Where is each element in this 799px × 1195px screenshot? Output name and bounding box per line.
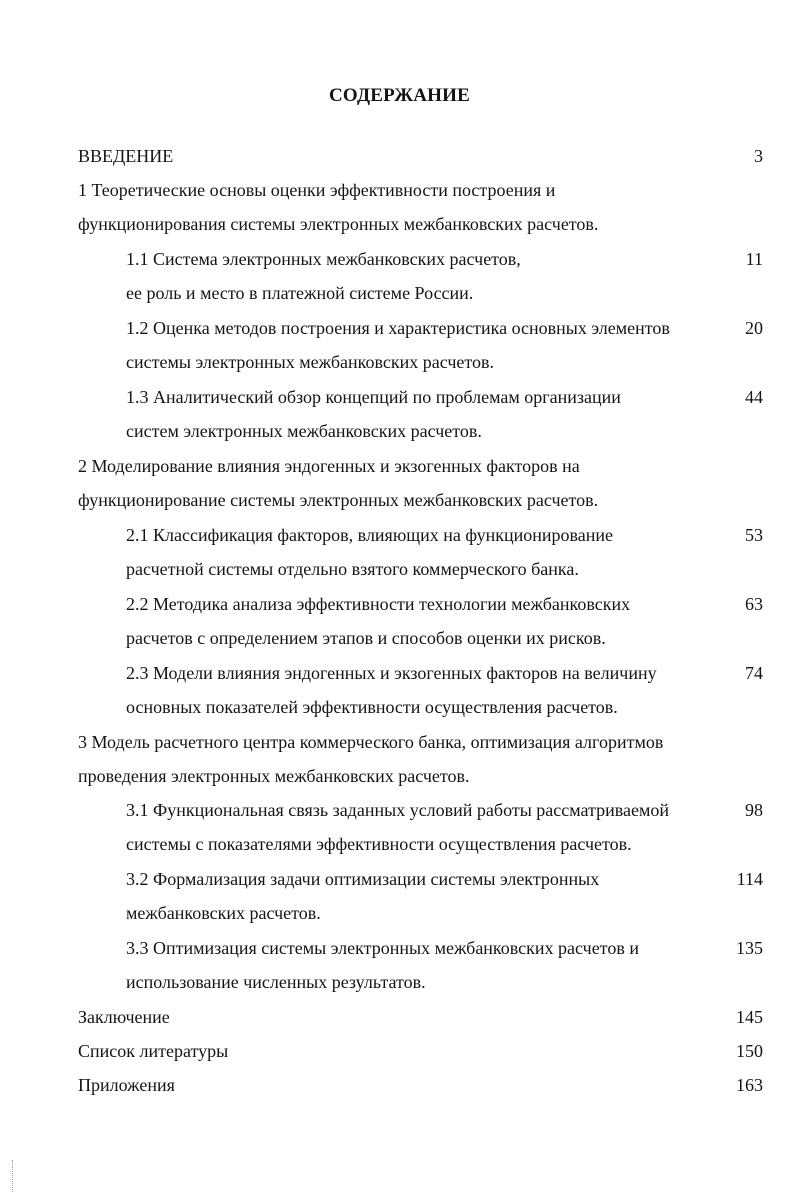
toc-section-1-2-line-2: системы электронных межбанковских расчетов.	[126, 352, 495, 372]
toc-section-1-3-line-2: систем электронных межбанковских расчетов.	[126, 421, 482, 441]
toc-page-2-3: 74	[745, 663, 763, 683]
toc-page-3-3: 135	[736, 938, 763, 958]
toc-section-1-3-line-1: 1.3 Аналитический обзор концепций по проблемам организации	[126, 387, 621, 407]
toc-page-conclusion: 145	[736, 1007, 763, 1027]
toc-page-references: 150	[736, 1041, 763, 1061]
toc-section-2-3-line-1: 2.3 Модели влияния эндогенных и экзогенных факторов на величину	[126, 663, 657, 683]
scan-margin-marks	[12, 1160, 15, 1192]
toc-page-appendices: 163	[736, 1075, 763, 1095]
toc-page-3-2: 114	[736, 869, 763, 889]
toc-section-3-1-line-1: 3.1 Функциональная связь заданных условий работы рассматриваемой	[126, 800, 670, 820]
toc-section-2-2-line-1: 2.2 Методика анализа эффективности технологии межбанковских	[126, 594, 631, 614]
toc-section-1-1-line-1: 1.1 Система электронных межбанковских расчетов,	[126, 249, 521, 269]
toc-entry-introduction: ВВЕДЕНИЕ	[78, 146, 174, 166]
toc-section-3-2-line-2: межбанковских расчетов.	[126, 903, 321, 923]
toc-section-2-2-line-2: расчетов с определением этапов и способов оценки их рисков.	[126, 628, 606, 648]
toc-chapter-3-line-2: проведения электронных межбанковских расчетов.	[78, 766, 470, 786]
toc-chapter-1-line-1: 1 Теоретические основы оценки эффективности построения и	[78, 180, 556, 200]
toc-entry-conclusion: Заключение	[78, 1007, 170, 1027]
toc-page-3-1: 98	[745, 800, 763, 820]
toc-section-1-1-line-2: ее роль и место в платежной системе России.	[126, 283, 474, 303]
toc-section-2-1-line-2: расчетной системы отдельно взятого коммерческого банка.	[126, 559, 579, 579]
toc-section-3-3-line-2: использование численных результатов.	[126, 972, 426, 992]
toc-chapter-2-line-1: 2 Моделирование влияния эндогенных и экзогенных факторов на	[78, 456, 580, 476]
toc-section-2-1-line-1: 2.1 Классификация факторов, влияющих на функционирование	[126, 525, 614, 545]
toc-section-2-3-line-2: основных показателей эффективности осуществления расчетов.	[126, 697, 618, 717]
toc-page-1-1: 11	[745, 249, 763, 269]
toc-section-1-2-line-1: 1.2 Оценка методов построения и характеристика основных элементов	[126, 318, 670, 338]
toc-page-introduction: 3	[754, 146, 763, 166]
toc-page-1-3: 44	[745, 387, 763, 407]
toc-chapter-1-line-2: функционирования системы электронных межбанковских расчетов.	[78, 214, 599, 234]
toc-section-3-2-line-1: 3.2 Формализация задачи оптимизации системы электронных	[126, 869, 600, 889]
toc-page-2-1: 53	[745, 525, 763, 545]
toc-section-3-3-line-1: 3.3 Оптимизация системы электронных межбанковских расчетов и	[126, 938, 639, 958]
toc-section-3-1-line-2: системы с показателями эффективности осуществления расчетов.	[126, 834, 632, 854]
toc-entry-references: Список литературы	[78, 1041, 229, 1061]
toc-page-1-2: 20	[745, 318, 763, 338]
toc-chapter-3-line-1: 3 Модель расчетного центра коммерческого банка, оптимизация алгоритмов	[78, 732, 664, 752]
toc-chapter-2-line-2: функционирование системы электронных межбанковских расчетов.	[78, 490, 599, 510]
toc-page-2-2: 63	[745, 594, 763, 614]
toc-entry-appendices: Приложения	[78, 1075, 175, 1095]
page-title: СОДЕРЖАНИЕ	[329, 85, 470, 106]
